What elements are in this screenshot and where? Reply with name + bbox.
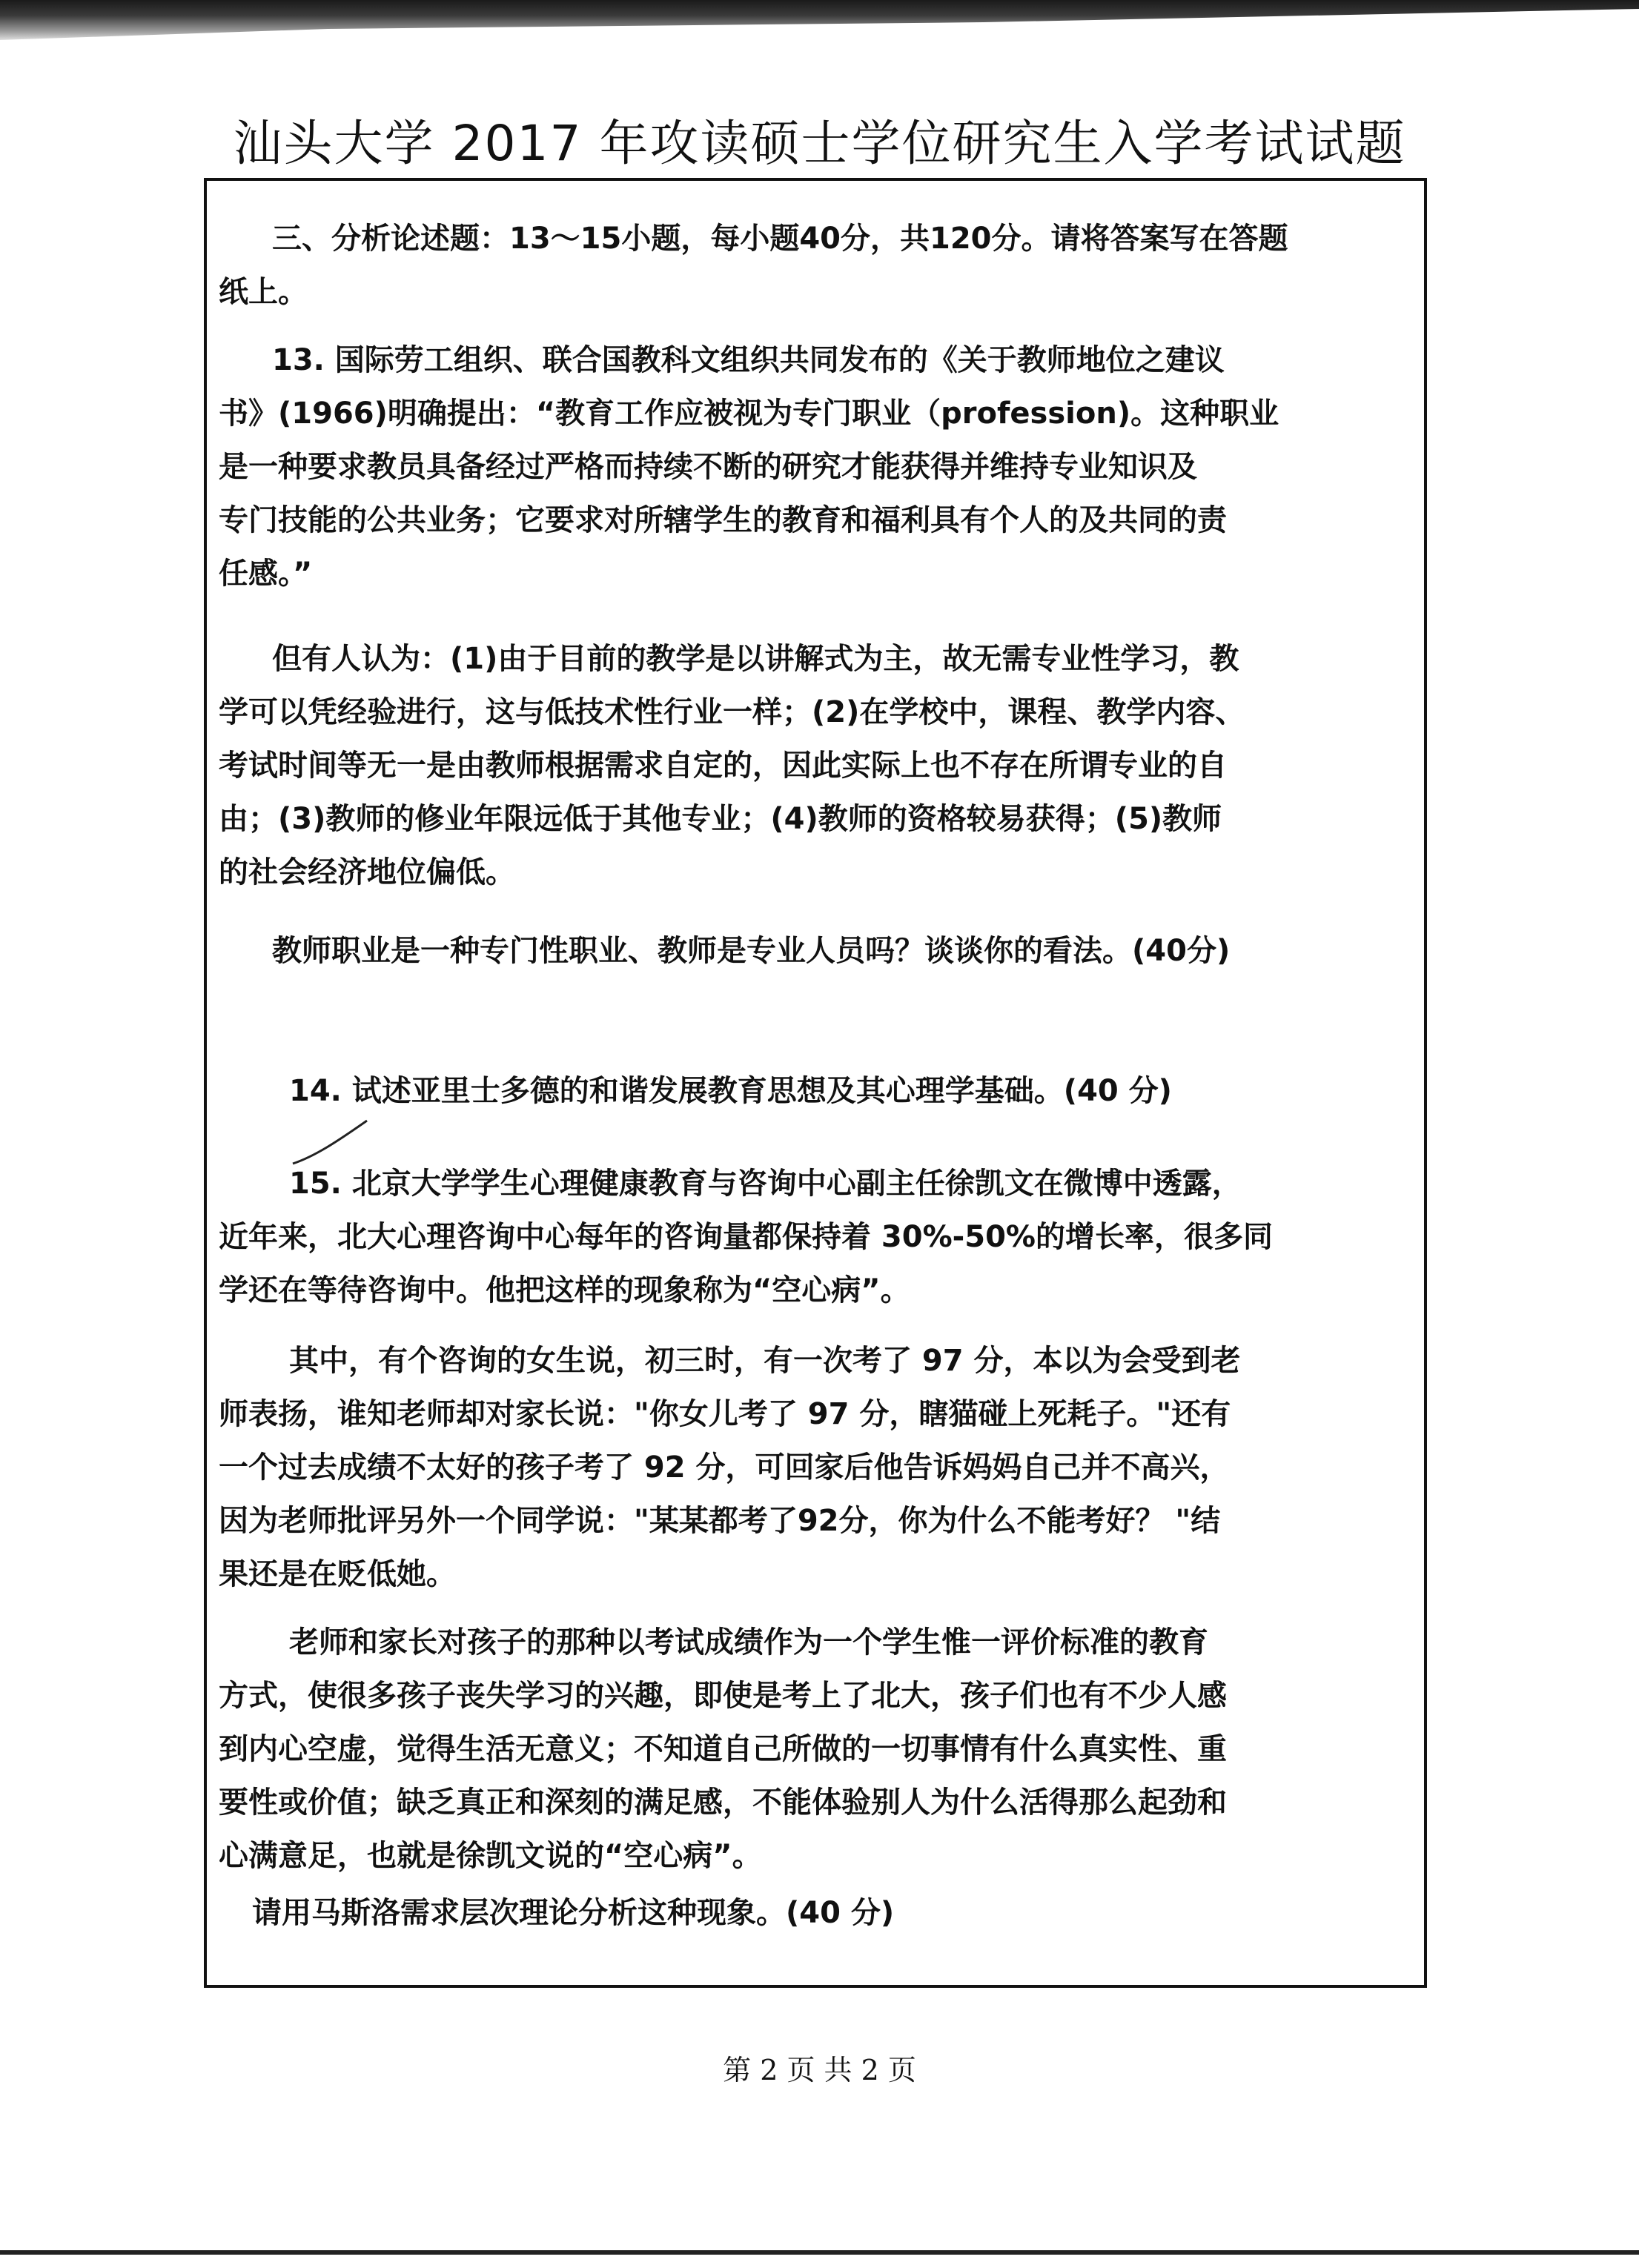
- q15-analysis-line: 老师和家长对孩子的那种以考试成绩作为一个学生惟一评价标准的教育: [289, 1625, 1208, 1659]
- q14-text: 14. 试述亚里士多德的和谐发展教育思想及其心理学基础。(40 分): [289, 1074, 1172, 1108]
- q13-view-line: 的社会经济地位偏低。: [219, 855, 515, 889]
- q13-view-line: 由；(3)教师的修业年限远低于其他专业；(4)教师的资格较易获得；(5)教师: [219, 802, 1222, 836]
- q13-stem-line: 是一种要求教员具备经过严格而持续不断的研究才能获得并维持专业知识及: [219, 450, 1197, 484]
- page-title: 汕头大学 2017 年攻读硕士学位研究生入学考试试题: [233, 115, 1406, 172]
- section-heading: [204, 212, 1427, 319]
- question-13-view: [204, 632, 1427, 899]
- q13-stem-line: 13. 国际劳工组织、联合国教科文组织共同发布的《关于教师地位之建议: [272, 343, 1225, 377]
- question-14: [204, 1064, 1427, 1118]
- question-15-prompt: [204, 1886, 1427, 1940]
- q13-view-line: 但有人认为：(1)由于目前的教学是以讲解式为主，故无需专业性学习，教: [272, 642, 1239, 676]
- q13-question: 教师职业是一种专门性职业、教师是专业人员吗？谈谈你的看法。(40分): [272, 934, 1231, 968]
- q13-stem-line: 书》(1966)明确提出：“教育工作应被视为专门职业（profession)。这种职业: [219, 397, 1279, 431]
- page-number: 第 2 页 共 2 页: [723, 2054, 916, 2086]
- q15-question: 请用马斯洛需求层次理论分析这种现象。(40 分): [252, 1896, 895, 1930]
- q15-analysis-line: 心满意足，也就是徐凯文说的“空心病”。: [219, 1839, 762, 1873]
- q15-analysis-line: 要性或价值；缺乏真正和深刻的满足感，不能体验别人为什么活得那么起劲和: [219, 1785, 1227, 1820]
- q15-stem-line: 15. 北京大学学生心理健康教育与咨询中心副主任徐凯文在微博中透露，: [289, 1167, 1242, 1201]
- scan-edge-bottom: [0, 2250, 1639, 2255]
- q13-view-line: 考试时间等无一是由教师根据需求自定的，因此实际上也不存在所谓专业的自: [219, 749, 1227, 783]
- q15-stem-line: 近年来，北大心理咨询中心每年的咨询量都保持着 30%-50%的增长率，很多同: [219, 1220, 1274, 1254]
- q13-view-line: 学可以凭经验进行，这与低技术性行业一样；(2)在学校中，课程、教学内容、: [219, 695, 1245, 729]
- question-13-prompt: [204, 924, 1427, 978]
- section-heading-line: 三、分析论述题：13～15小题，每小题40分，共120分。请将答案写在答题: [272, 222, 1288, 256]
- q13-stem-line: 任感。”: [219, 557, 313, 591]
- q15-case-line: 果还是在贬低她。: [219, 1557, 456, 1591]
- q15-analysis-line: 到内心空虚，觉得生活无意义；不知道自己所做的一切事情有什么真实性、重: [219, 1732, 1227, 1766]
- q15-case-line: 因为老师批评另外一个同学说："某某都考了92分，你为什么不能考好？ "结: [219, 1504, 1221, 1538]
- q15-case-line: 其中，有个咨询的女生说，初三时，有一次考了 97 分，本以为会受到老: [289, 1344, 1241, 1378]
- question-15-stem: [204, 1157, 1427, 1317]
- question-13-stem: [204, 334, 1427, 600]
- question-15-analysis: [204, 1616, 1427, 1883]
- q13-stem-line: 专门技能的公共业务；它要求对所辖学生的教育和福利具有个人的及共同的责: [219, 503, 1227, 537]
- q15-analysis-line: 方式，使很多孩子丧失学习的兴趣，即使是考上了北大，孩子们也有不少人感: [219, 1679, 1227, 1713]
- scan-shadow-top: [0, 0, 1639, 44]
- q15-case-line: 师表扬，谁知老师却对家长说："你女儿考了 97 分，瞎猫碰上死耗子。"还有: [219, 1397, 1231, 1431]
- section-heading-line: 纸上。: [219, 275, 308, 309]
- question-15-case: [204, 1334, 1427, 1601]
- q15-stem-line: 学还在等待咨询中。他把这样的现象称为“空心病”。: [219, 1273, 910, 1307]
- q15-case-line: 一个过去成绩不太好的孩子考了 92 分，可回家后他告诉妈妈自己并不高兴，: [219, 1450, 1230, 1485]
